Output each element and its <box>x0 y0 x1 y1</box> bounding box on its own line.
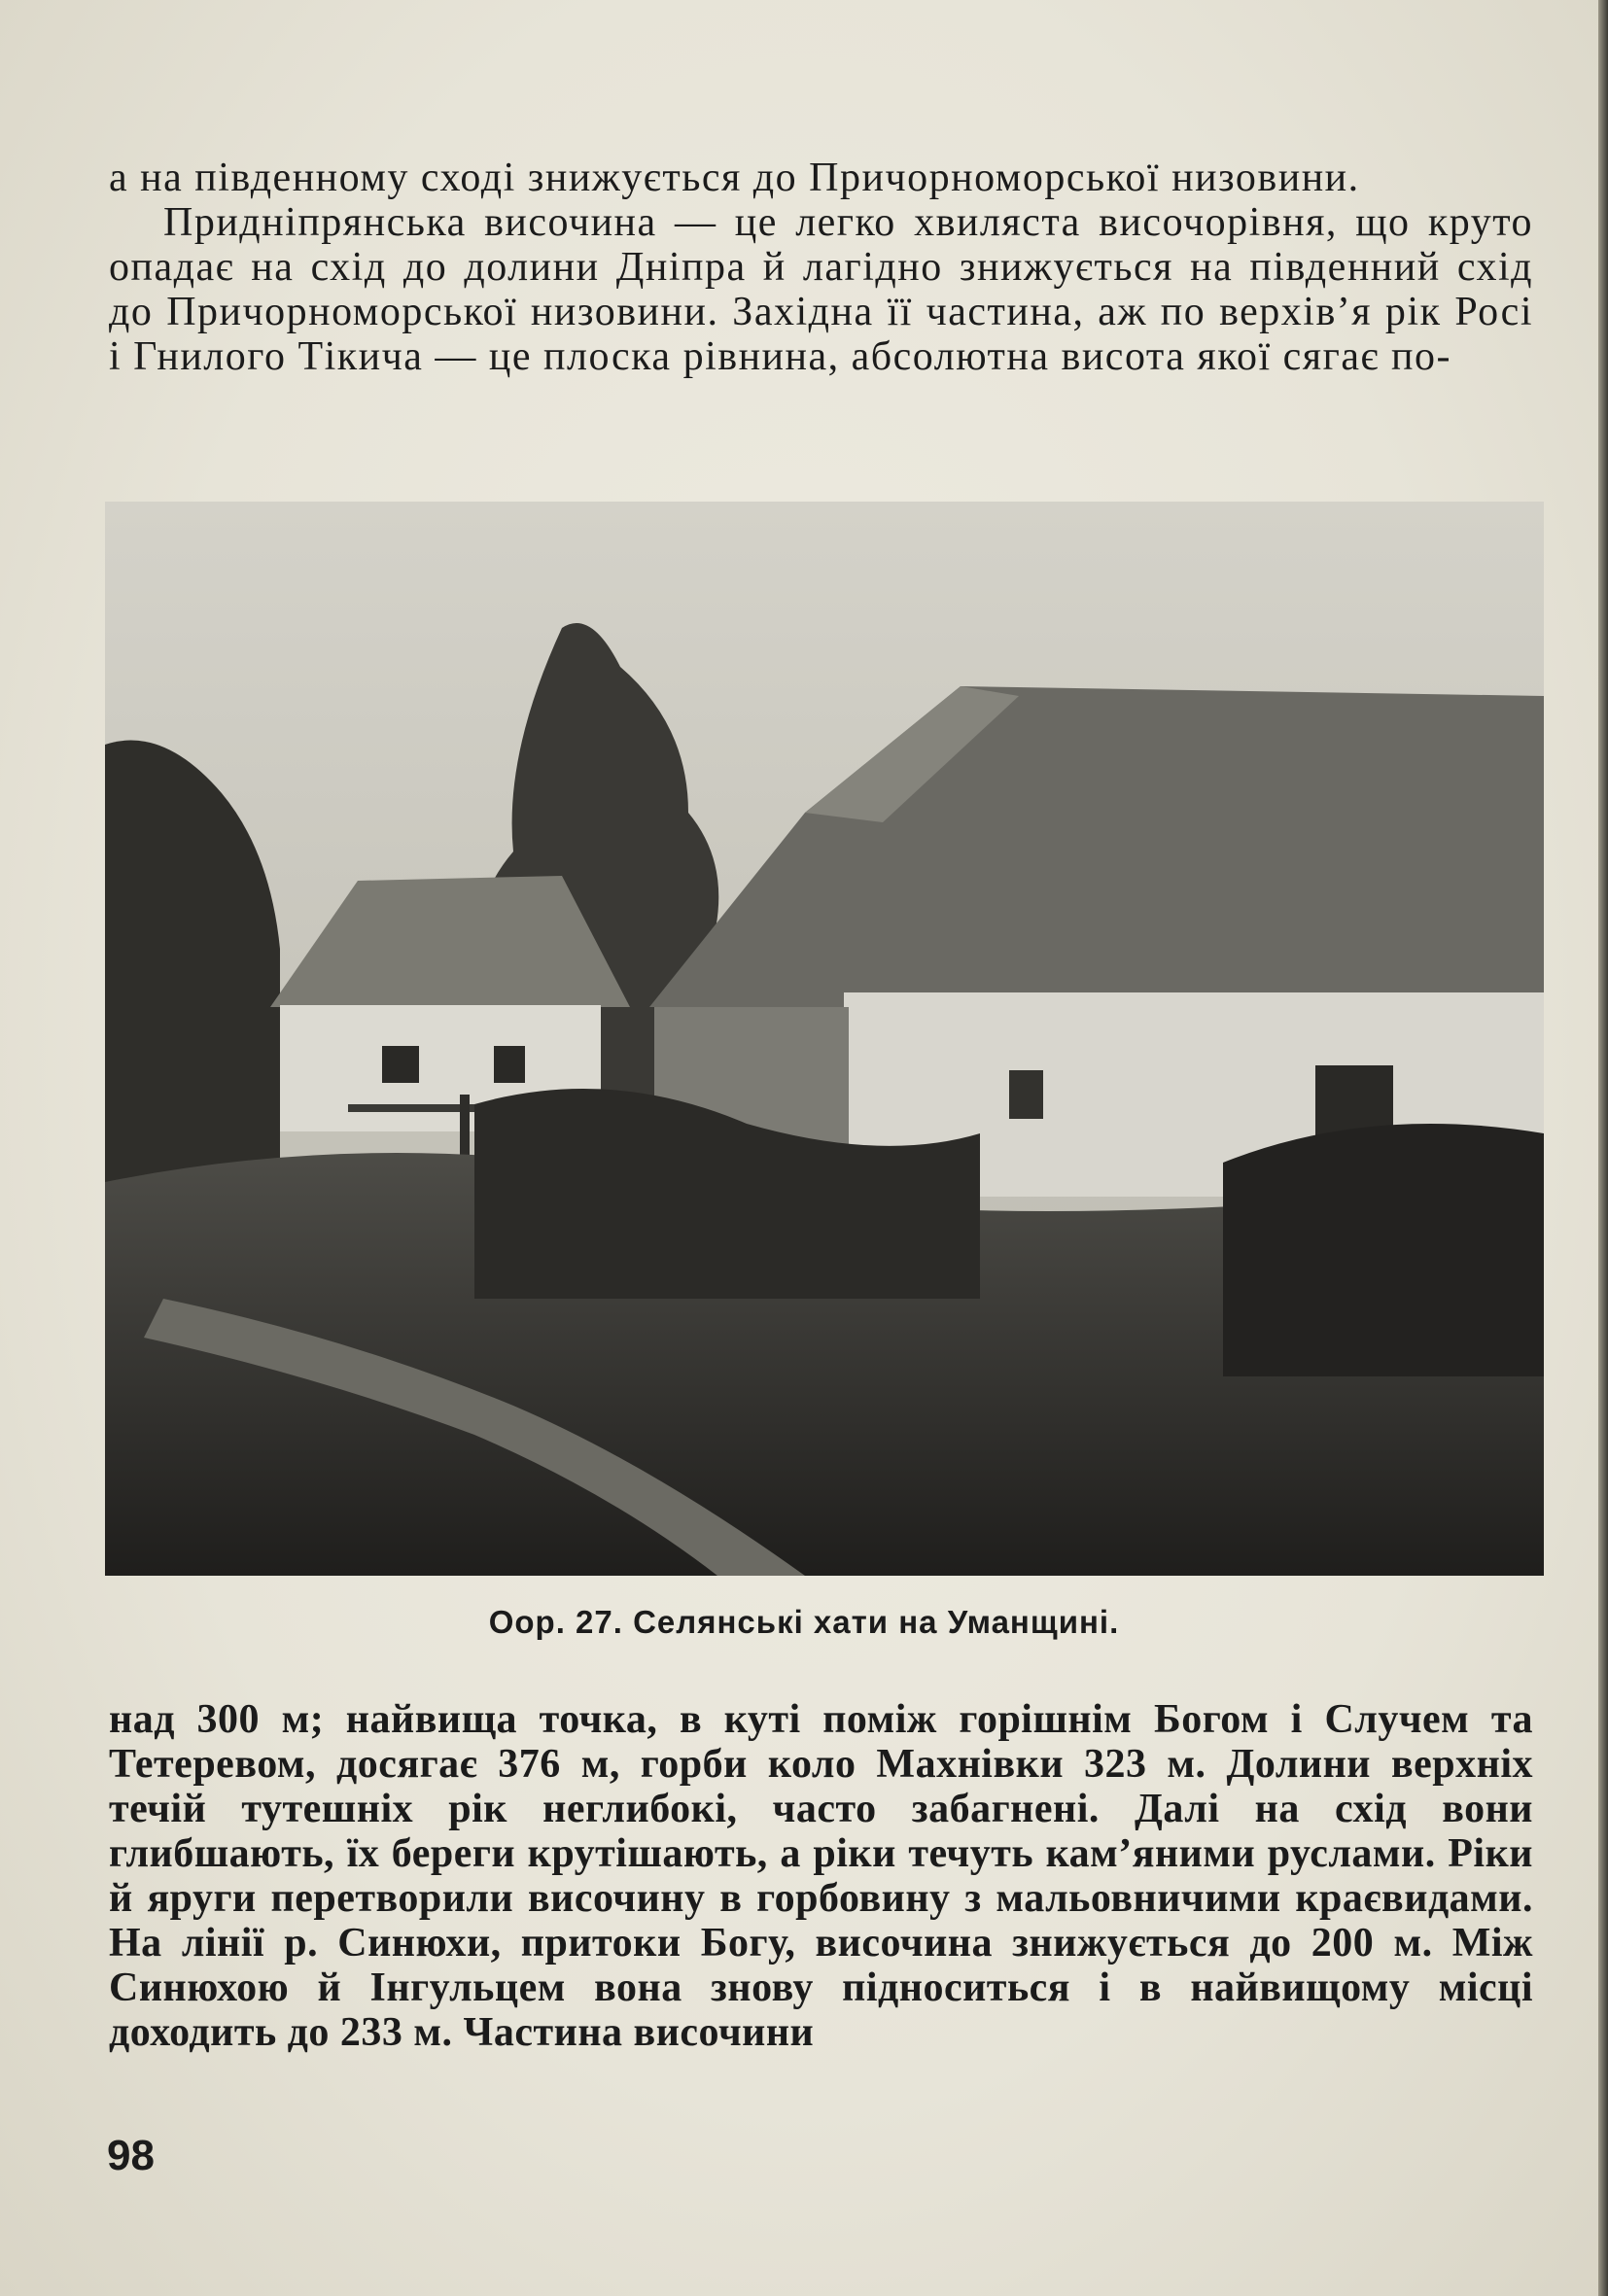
page-edge-shadow <box>1598 0 1608 2296</box>
figure-caption: Оор. 27. Селянські хати на Уманщині. <box>488 1604 1120 1640</box>
bottom-text-block <box>109 1697 1533 2055</box>
paragraph-continuation: а на південному сході знижується до Причорноморської низовини. <box>109 156 1360 200</box>
paragraph-prydniprianska: Придніпрянська височина — це легко хвиляста височорівня, що круто опадає на схід до долини Дніпра й лагідно знижується на південний схід до Причорноморської низовини. Західна її частина, аж по верхів’я рік Росі і Гнилого Тікича — це плоска рівнина, абсолютна висота якої сягає по- <box>109 200 1533 379</box>
paragraph-heights: над 300 м; найвища точка, в куті поміж горішнім Богом і Случем та Тетеревом, досягає 376 м, горби коло Махнівки 323 м. Долини верхніх течій тутешніх рік неглибокі, часто забагнені. Далі на схід вони глибшають, їх береги крутішають, а ріки течуть кам’яними руслами. Ріки й яруги перетворили височину в горбовину з мальовничими краєвидами. На лінії р. Синюхи, притоки Богу, височина знижується до 200 м. Між Синюхою й Інгульцем вона знову підноситься і в найвищому місці доходить до 233 м. Частина височини <box>109 1697 1533 2055</box>
village-photo-illustration <box>105 502 1544 1576</box>
top-text-block <box>109 156 1533 379</box>
photo-village-houses <box>105 502 1544 1576</box>
page-number: 98 <box>107 2132 155 2179</box>
